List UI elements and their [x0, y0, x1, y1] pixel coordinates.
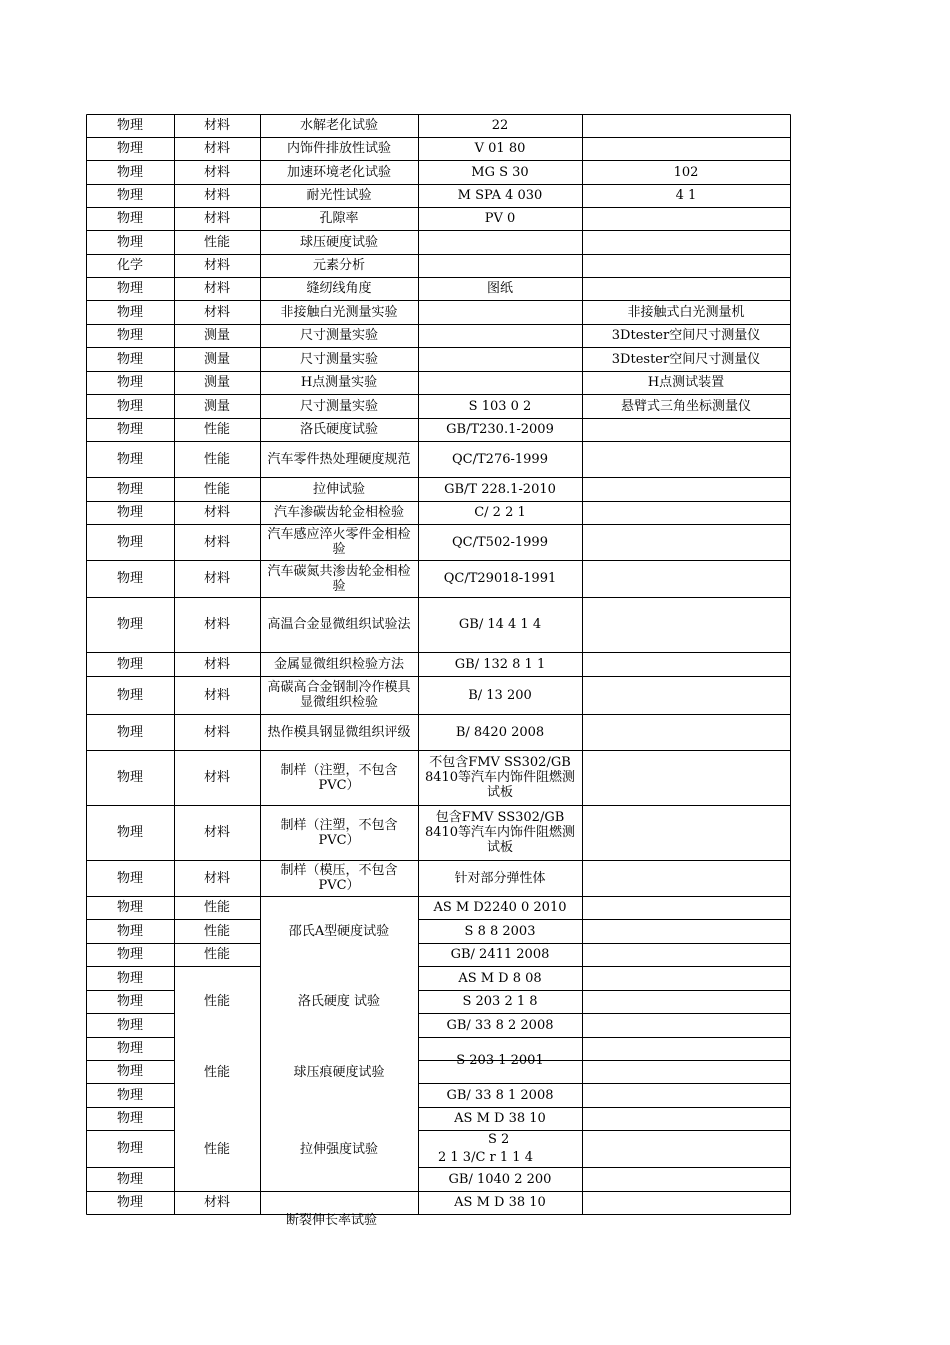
grid-lines [86, 114, 792, 1216]
standard-text-line: S 2 [488, 1132, 510, 1147]
standard-cell: MG S 30 [471, 164, 529, 180]
category-cell: 性能 [203, 422, 230, 437]
standard-cell: AS M D2240 0 2010 [433, 900, 567, 915]
standard-cell: AS M D 38 10 [454, 1111, 546, 1126]
category-cell: 材料 [203, 770, 230, 785]
test-item-cell: 制样（注塑，不包含PVC） [280, 762, 398, 793]
standard-cell: AS M D 8 08 [458, 970, 542, 986]
category-cell: 性能 [203, 481, 230, 497]
discipline-cell: 物理 [116, 1087, 143, 1103]
category-cell: 测量 [203, 375, 230, 390]
discipline-cell: 物理 [116, 687, 143, 703]
test-item-cell: 制样（模压，不包含PVC） [280, 863, 398, 893]
test-item-cell-merged: 球压痕硬度试验 [293, 1064, 385, 1080]
discipline-cell: 物理 [116, 141, 143, 156]
discipline-cell: 物理 [116, 1195, 143, 1210]
test-item-cell-merged: 邵氏A型硬度试验 [288, 923, 390, 939]
category-cell: 材料 [203, 164, 230, 180]
test-item-cell: 高碳高合金钢制冷作模具显微组织检验 [267, 680, 411, 710]
discipline-cell: 物理 [116, 1141, 143, 1156]
standard-cell: 图纸 [486, 281, 513, 296]
test-item-cell: 耐光性试验 [306, 188, 372, 203]
standard-text-line: 2 1 3/C r 1 1 4 [438, 1150, 533, 1165]
standard-cell: 针对部分弹性体 [454, 870, 546, 886]
standard-cell: PV 0 [484, 211, 516, 226]
discipline-cell: 物理 [116, 994, 143, 1009]
standard-cell: GB/ 2411 2008 [450, 947, 550, 962]
discipline-cell: 物理 [116, 1111, 143, 1126]
standard-cell: 22 [491, 118, 509, 133]
standard-cell: QC/T502-1999 [452, 534, 548, 550]
discipline-cell: 物理 [116, 617, 143, 632]
discipline-cell: 物理 [116, 281, 143, 296]
standard-cell: GB/T230.1-2009 [446, 422, 554, 437]
category-cell: 材料 [203, 617, 230, 632]
standard-cell: 不包含FMV SS302/GB 8410等汽车内饰件阻燃测试板 [424, 755, 576, 800]
standard-cell: V 01 80 [474, 141, 526, 156]
test-item-cell: 高温合金显微组织试验法 [267, 617, 411, 632]
test-item-cell: 汽车零件热处理硬度规范 [267, 451, 411, 467]
standard-cell: S 203 2 1 8 [462, 994, 538, 1009]
category-cell: 材料 [203, 118, 230, 133]
standard-cell: GB/T 228.1-2010 [444, 481, 556, 497]
test-item-cell: 汽车渗碳齿轮金相检验 [273, 505, 404, 520]
test-item-cell: 元素分析 [312, 258, 365, 273]
discipline-cell: 物理 [116, 724, 143, 740]
standard-cell: S 103 0 2 [468, 398, 532, 414]
category-cell: 材料 [203, 141, 230, 156]
test-item-cell-merged: 拉伸强度试验 [299, 1141, 378, 1157]
equipment-cell: H点测试装置 [647, 375, 725, 390]
test-item-cell: 缝纫线角度 [306, 281, 372, 296]
discipline-cell: 物理 [116, 328, 143, 343]
test-item-cell: 尺寸测量实验 [299, 398, 378, 414]
discipline-cell: 物理 [116, 571, 143, 586]
discipline-cell: 物理 [116, 1171, 143, 1187]
discipline-cell: 物理 [116, 481, 143, 497]
standard-cell: GB/ 14 4 1 4 [458, 617, 542, 632]
equipment-cell: 102 [673, 164, 699, 180]
equipment-cell: 3Dtester空间尺寸测量仪 [611, 351, 761, 367]
category-cell-merged: 性能 [203, 994, 230, 1009]
standard-cell: QC/T29018-1991 [443, 571, 557, 586]
category-cell: 材料 [203, 281, 230, 296]
category-cell: 材料 [203, 211, 230, 226]
category-cell: 材料 [203, 571, 230, 586]
category-cell: 材料 [203, 534, 230, 550]
category-cell: 材料 [203, 258, 230, 273]
category-cell: 测量 [203, 398, 230, 414]
category-cell: 材料 [203, 1195, 230, 1210]
standard-cell: C/ 2 2 1 [474, 505, 526, 520]
discipline-cell: 物理 [116, 188, 143, 203]
discipline-cell: 物理 [116, 351, 143, 367]
discipline-cell: 物理 [116, 118, 143, 133]
test-item-cell: 洛氏硬度试验 [299, 422, 378, 437]
discipline-cell: 物理 [116, 970, 143, 986]
discipline-cell: 物理 [116, 900, 143, 915]
standard-cell: GB/ 33 8 2 2008 [446, 1017, 554, 1033]
category-cell: 性能 [203, 947, 230, 962]
category-cell: 性能 [203, 234, 230, 250]
category-cell: 性能 [203, 923, 230, 939]
test-item-cell: 汽车感应淬火零件金相检验 [267, 527, 411, 557]
category-cell: 材料 [203, 825, 230, 840]
category-cell: 材料 [203, 304, 230, 320]
test-item-cell: 拉伸试验 [312, 481, 365, 497]
test-item-text: 断裂伸长率试验 [286, 1213, 378, 1228]
standard-cell-merged: S 203 1 2001 [456, 1052, 544, 1068]
standard-cell: B/ 8420 2008 [455, 724, 545, 740]
discipline-cell: 物理 [116, 1041, 143, 1056]
category-cell: 材料 [203, 687, 230, 703]
equipment-cell: 4 1 [675, 188, 697, 203]
test-item-cell: 非接触白光测量实验 [280, 304, 398, 320]
test-item-cell: 热作模具钢显微组织评级 [267, 724, 411, 740]
discipline-cell: 物理 [116, 534, 143, 550]
discipline-cell: 物理 [116, 211, 143, 226]
discipline-cell: 物理 [116, 825, 143, 840]
standard-cell: QC/T276-1999 [452, 451, 548, 467]
test-item-cell: H点测量实验 [300, 375, 378, 390]
category-cell-merged: 性能 [203, 1064, 230, 1080]
discipline-cell: 物理 [116, 770, 143, 785]
test-item-cell: 加速环境老化试验 [286, 164, 391, 180]
discipline-cell: 物理 [116, 451, 143, 467]
category-cell: 材料 [203, 656, 230, 672]
equipment-cell: 悬臂式三角坐标测量仪 [620, 398, 751, 414]
standard-cell: M SPA 4 030 [457, 188, 543, 203]
test-item-cell: 内饰件排放性试验 [286, 141, 391, 156]
category-cell: 材料 [203, 188, 230, 203]
discipline-cell: 物理 [116, 164, 143, 180]
discipline-cell: 物理 [116, 923, 143, 939]
standard-cell: S 8 8 2003 [464, 923, 536, 939]
discipline-cell: 物理 [116, 505, 143, 520]
test-item-cell: 尺寸测量实验 [299, 328, 378, 343]
discipline-cell: 物理 [116, 870, 143, 886]
standard-cell: AS M D 38 10 [454, 1195, 546, 1210]
test-item-cell: 汽车碳氮共渗齿轮金相检验 [267, 563, 411, 594]
category-cell-merged: 性能 [203, 1141, 230, 1157]
test-item-cell: 金属显微组织检验方法 [273, 656, 404, 672]
category-cell: 性能 [203, 451, 230, 467]
standard-cell: 包含FMV SS302/GB 8410等汽车内饰件阻燃测试板 [424, 810, 576, 855]
discipline-cell: 物理 [116, 422, 143, 437]
category-cell: 测量 [203, 328, 230, 343]
discipline-cell: 物理 [116, 304, 143, 320]
discipline-cell: 物理 [116, 947, 143, 962]
discipline-cell: 物理 [116, 1064, 143, 1079]
discipline-cell: 物理 [116, 656, 143, 672]
standard-cell: GB/ 132 8 1 1 [454, 656, 546, 672]
test-item-cell-merged: 洛氏硬度 试验 [297, 994, 381, 1009]
discipline-cell: 物理 [116, 398, 143, 414]
test-item-cell: 尺寸测量实验 [299, 351, 378, 367]
category-cell: 性能 [203, 900, 230, 915]
category-cell: 材料 [203, 724, 230, 740]
test-item-cell: 水解老化试验 [299, 118, 378, 133]
discipline-cell: 物理 [116, 1017, 143, 1033]
category-cell: 材料 [203, 870, 230, 886]
discipline-cell: 物理 [116, 234, 143, 250]
equipment-cell: 非接触式白光测量机 [627, 304, 745, 320]
standard-cell: GB/ 1040 2 200 [448, 1171, 552, 1187]
test-item-cell: 球压硬度试验 [299, 234, 378, 250]
equipment-cell: 3Dtester空间尺寸测量仪 [611, 328, 761, 343]
standard-cell: GB/ 33 8 1 2008 [446, 1087, 554, 1103]
discipline-cell: 物理 [116, 375, 143, 390]
discipline-cell: 化学 [116, 258, 143, 273]
standard-cell: B/ 13 200 [468, 687, 532, 703]
test-item-cell: 孔隙率 [319, 211, 359, 226]
category-cell: 测量 [203, 351, 230, 367]
test-item-cell: 制样（注塑，不包含PVC） [280, 817, 398, 848]
category-cell: 材料 [203, 505, 230, 520]
